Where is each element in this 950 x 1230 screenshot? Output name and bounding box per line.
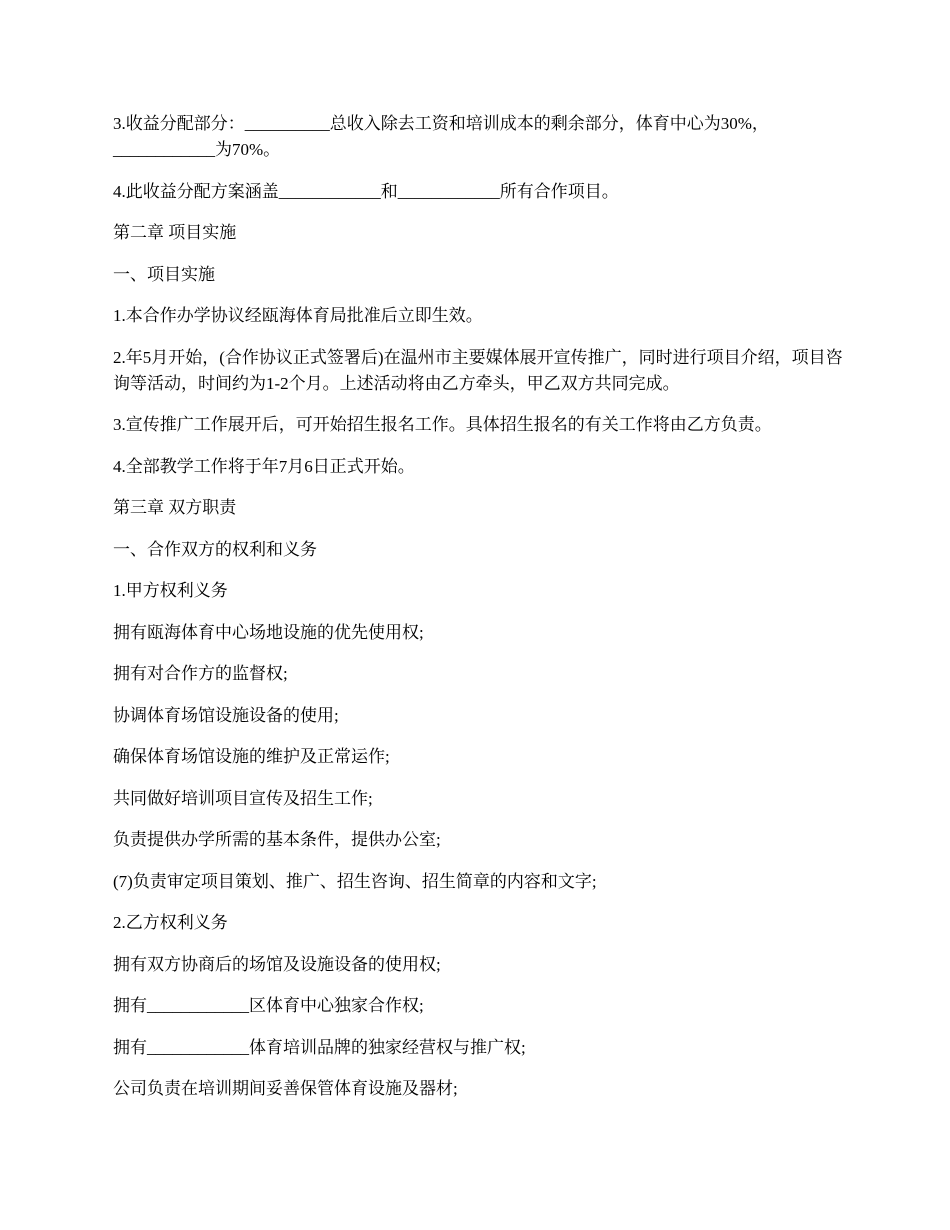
paragraph-enrollment: 3.宣传推广工作展开后，可开始招生报名工作。具体招生报名的有关工作将由乙方负责。 — [113, 415, 772, 434]
list-item: 负责提供办学所需的基本条件，提供办公室; — [113, 830, 441, 849]
list-item: 拥有瓯海体育中心场地设施的优先使用权; — [113, 622, 424, 642]
paragraph-teaching-start: 4.全部教学工作将于年7月6日正式开始。 — [113, 456, 415, 476]
paragraph-distribution-scope: 4.此收益分配方案涵盖____________和____________所有合作项目。 — [113, 181, 619, 201]
paragraph-revenue-distribution: 3.收益分配部分：__________总收入除去工资和培训成本的剩余部分，体育中心为30%，____________为70%。 — [113, 114, 769, 159]
list-item: 协调体育场馆设施设备的使用; — [113, 705, 339, 725]
section-project-implementation-heading: 一、项目实施 — [113, 264, 215, 284]
chapter-2-heading: 第二章 项目实施 — [113, 223, 237, 242]
party-b-heading: 2.乙方权利义务 — [113, 913, 228, 932]
list-item: 共同做好培训项目宣传及招生工作; — [113, 788, 373, 808]
list-item: 公司负责在培训期间妥善保管体育设施及器材; — [113, 1079, 458, 1098]
document-body — [113, 111, 843, 1118]
list-item: 拥有对合作方的监督权; — [113, 664, 288, 683]
list-item: 拥有____________体育培训品牌的独家经营权与推广权; — [113, 1037, 526, 1057]
section-rights-obligations-heading: 一、合作双方的权利和义务 — [113, 539, 317, 559]
list-item: 拥有双方协商后的场馆及设施设备的使用权; — [113, 954, 441, 974]
list-item: 拥有____________区体育中心独家合作权; — [113, 996, 424, 1015]
paragraph-agreement-effective: 1.本合作办学协议经瓯海体育局批准后立即生效。 — [113, 306, 483, 325]
chapter-3-heading: 第三章 双方职责 — [113, 498, 237, 517]
party-a-heading: 1.甲方权利义务 — [113, 581, 228, 600]
list-item: 确保体育场馆设施的维护及正常运作; — [113, 747, 390, 766]
list-item: (7)负责审定项目策划、推广、招生咨询、招生简章的内容和文字; — [113, 871, 597, 891]
paragraph-promotion-schedule: 2.年5月开始，(合作协议正式签署后)在温州市主要媒体展开宣传推广，同时进行项目介绍，项目咨询等活动，时间约为1-2个月。上述活动将由乙方牵头，甲乙双方共同完成。 — [113, 347, 843, 393]
